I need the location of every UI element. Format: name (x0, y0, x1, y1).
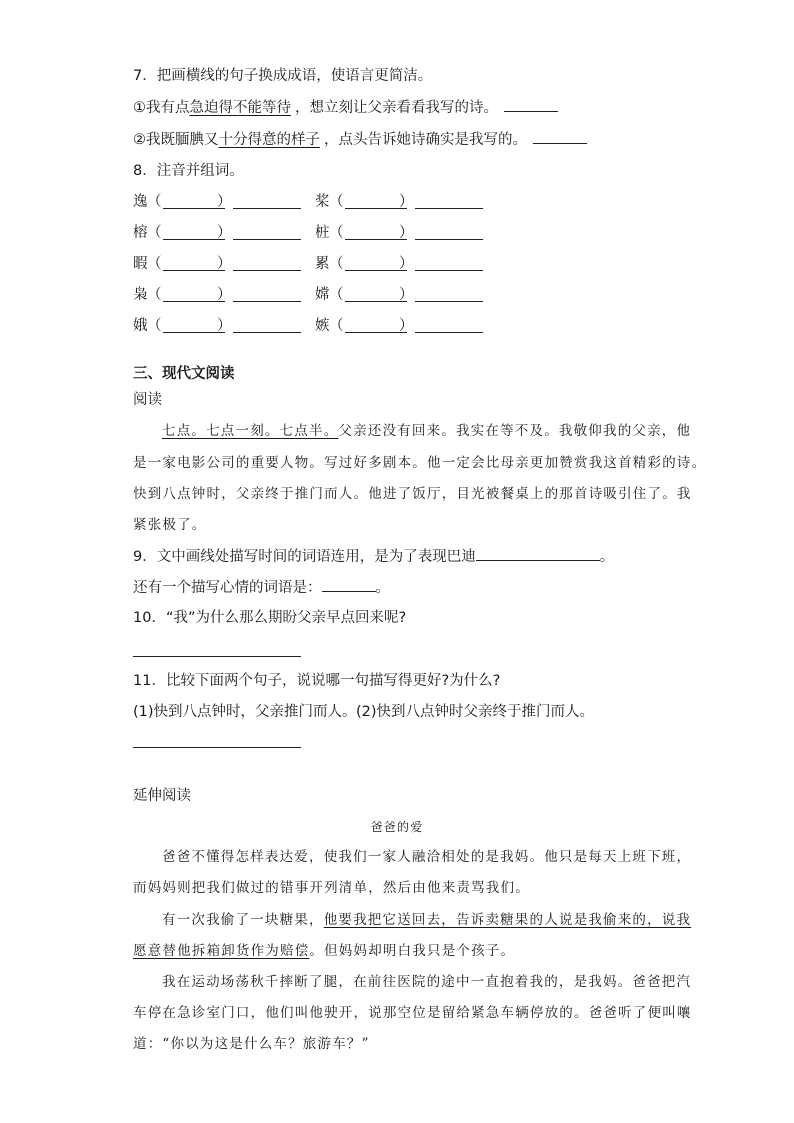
q8-paren-close: ） (217, 225, 232, 241)
article-underlined-1: 他要我把它送回去，告诉卖糖果的人说是我偷来的，说我 (323, 912, 692, 928)
article-p3-line-1: 我在运动场荡秋千摔断了腿，在前往医院的途中一直抱着我的，是我妈。爸爸把汽 (162, 974, 692, 990)
q8-paren-close: ） (399, 194, 414, 210)
q8-paren-open: （ (147, 318, 162, 334)
q7-sentence-1: ①我有点急迫得不能等待 ，想立刻让父亲看看我写的诗。 (133, 97, 558, 118)
section-3-heading: 三、现代文阅读 (133, 366, 235, 382)
q8-paren-open: （ (329, 256, 344, 272)
q8-paren-open: （ (329, 225, 344, 241)
q11-sentence-1: (1)快到八点钟时，父亲推门而人。 (133, 704, 357, 720)
passage-line-1: 七点。七点一刻。七点半。父亲还没有回来。我实在等不及。我敬仰我的父亲，他 (162, 423, 692, 439)
q7-title: 7．把画横线的句子换成成语，使语言更简洁。 (133, 68, 433, 84)
q8-left-word-blank[interactable] (233, 256, 301, 271)
passage-line-3: 快到八点钟时，父亲终于推门而人。他进了饭厅，目光被餐桌上的那首诗吸引住了。我 (133, 486, 692, 502)
q8-right-pinyin-blank[interactable] (345, 318, 407, 333)
q8-right-char: 嫉 (315, 318, 330, 334)
q8-right-char: 桨 (315, 194, 330, 210)
q11-sentence-2: (2)快到八点钟时父亲终于推门而人。 (356, 704, 595, 720)
q8-paren-open: （ (147, 256, 162, 272)
q8-right-char: 嫦 (315, 287, 330, 303)
section-3-reading-label: 阅读 (133, 392, 162, 408)
q8-left-pinyin-blank[interactable] (163, 256, 225, 271)
q8-left-word-blank[interactable] (233, 225, 301, 240)
q7-s1-answer-blank[interactable] (504, 97, 558, 112)
article-p2-line-2: 愿意替他拆箱卸货作为赔偿。但妈妈却明白我只是个孩子。 (133, 943, 516, 959)
passage-line-4: 紧张极了。 (133, 517, 207, 533)
article-p3-line-3: 道：“你以为这是什么车？旅游车？” (133, 1036, 370, 1052)
article-p1-line-2: 而妈妈则把我们做过的错事开列清单，然后由他来责骂我们。 (133, 880, 530, 896)
q10-answer-line[interactable] (133, 656, 301, 657)
q8-right-pinyin-blank[interactable] (345, 225, 407, 240)
q11-text: 11．比较下面两个句子，说说哪一句描写得更好?为什么? (133, 673, 501, 689)
q8-right-word-blank[interactable] (415, 194, 483, 209)
q8-paren-open: （ (147, 287, 162, 303)
q8-paren-close: ） (399, 225, 414, 241)
q8-left-char: 娥 (133, 318, 148, 334)
q8-right-word-blank[interactable] (415, 225, 483, 240)
q9-text: 9．文中画线处描写时间的词语连用，是为了表现巴迪 。 (133, 546, 614, 567)
q8-paren-open: （ (329, 194, 344, 210)
q8-paren-close: ） (399, 318, 414, 334)
q8-paren-open: （ (147, 194, 162, 210)
q8-left-char: 逸 (133, 194, 148, 210)
q8-left-char: 暇 (133, 256, 148, 272)
q8-paren-close: ） (217, 194, 232, 210)
q8-left-word-blank[interactable] (233, 318, 301, 333)
q8-right-char: 累 (315, 256, 330, 272)
q11-answer-line[interactable] (133, 747, 301, 748)
q8-paren-open: （ (329, 287, 344, 303)
q8-paren-close: ） (399, 287, 414, 303)
q8-left-pinyin-blank[interactable] (163, 194, 225, 209)
article-p1-line-1: 爸爸不懂得怎样表达爱，使我们一家人融洽相处的是我妈。他只是每天上班下班， (162, 849, 692, 865)
q10-text: 10．“我”为什么那么期盼父亲早点回来呢? (133, 610, 407, 626)
q8-left-pinyin-blank[interactable] (163, 318, 225, 333)
q8-right-pinyin-blank[interactable] (345, 194, 407, 209)
q8-right-char: 桩 (315, 225, 330, 241)
q8-paren-close: ） (217, 287, 232, 303)
extended-reading-heading: 延伸阅读 (133, 788, 191, 804)
q8-left-pinyin-blank[interactable] (163, 287, 225, 302)
q8-right-word-blank[interactable] (415, 318, 483, 333)
q8-right-word-blank[interactable] (415, 287, 483, 302)
q8-paren-close: ） (399, 256, 414, 272)
q8-title: 8．注音并组词。 (133, 163, 244, 179)
q9-mood-word-blank[interactable] (322, 577, 376, 592)
q7-sentence-2: ②我既腼腆又十分得意的样子 ，点头告诉她诗确实是我写的。 (133, 129, 587, 150)
passage-time-words: 七点。七点一刻。七点半。 (162, 423, 339, 439)
q8-left-word-blank[interactable] (233, 194, 301, 209)
q8-right-word-blank[interactable] (415, 256, 483, 271)
q8-paren-close: ） (217, 318, 232, 334)
q9-answer-blank[interactable] (476, 546, 600, 561)
q8-left-char: 榕 (133, 225, 148, 241)
article-p3-line-2: 车停在急诊室门口，他们叫他驶开，说那空位是留给紧急车辆停放的。爸爸听了便叫嚷 (133, 1005, 692, 1021)
q8-left-word-blank[interactable] (233, 287, 301, 302)
q8-left-char: 枭 (133, 287, 148, 303)
q7-s2-answer-blank[interactable] (533, 129, 587, 144)
article-p2-line-1: 有一次我偷了一块糖果，他要我把它送回去，告诉卖糖果的人说是我偷来的，说我 (162, 912, 692, 928)
q7-s2-underlined: 十分得意的样子 (218, 132, 320, 148)
passage-line-2: 是一家电影公司的重要人物。写过好多剧本。他一定会比母亲更加赞赏我这首精彩的诗。 (133, 455, 707, 471)
q8-left-pinyin-blank[interactable] (163, 225, 225, 240)
q7-s1-underlined: 急迫得不能等待 (189, 100, 291, 116)
article-underlined-2: 愿意替他拆箱卸货作为赔偿 (133, 943, 310, 959)
q9-line-2: 还有一个描写心情的词语是： 。 (133, 577, 390, 598)
q8-paren-close: ） (217, 256, 232, 272)
article-title: 爸爸的爱 (370, 820, 424, 834)
q8-right-pinyin-blank[interactable] (345, 256, 407, 271)
q8-paren-open: （ (147, 225, 162, 241)
q8-paren-open: （ (329, 318, 344, 334)
q8-right-pinyin-blank[interactable] (345, 287, 407, 302)
